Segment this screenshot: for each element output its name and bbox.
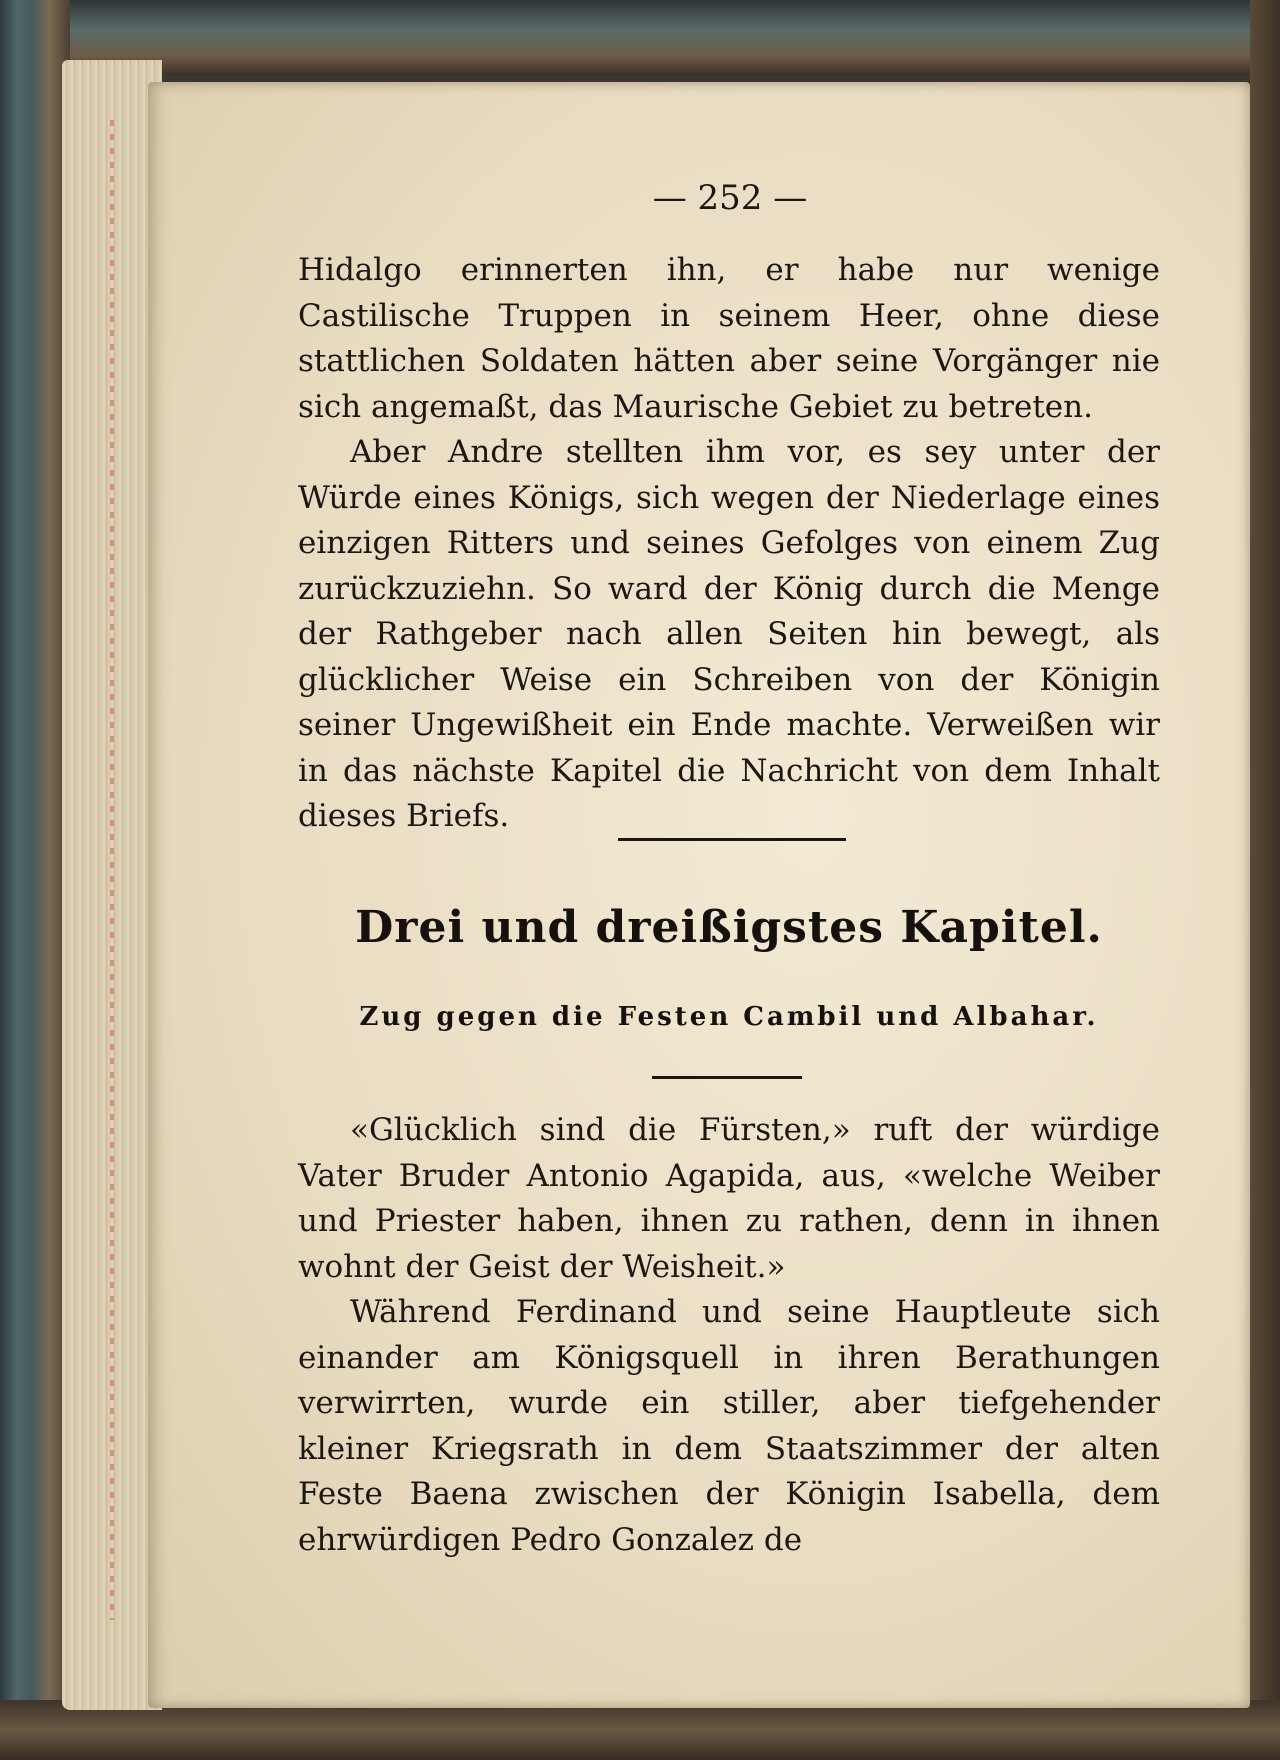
chapter-title: Drei und dreißigstes Kapitel. — [355, 902, 1103, 953]
page-number — [600, 178, 860, 218]
continued-text — [298, 248, 1160, 840]
red-page-edge — [110, 120, 114, 1620]
chapter-text — [298, 1108, 1160, 1563]
paragraph: «Glücklich sind die Fürsten,» ruft der würdige Vater Bruder Antonio Agapida, aus, «welche Weiber und Priester haben, ihnen zu rathen, denn in ihnen wohnt der Geist der Weisheit.» — [298, 1112, 1160, 1285]
subtitle-divider — [652, 1076, 802, 1079]
book-spine-edge — [0, 0, 70, 1760]
paragraph: Während Ferdinand und seine Hauptleute sich einander am Königsquell in ihren Berathungen verwirrten, wurde ein stiller, aber tiefgehender kleiner Kriegsrath in dem Staatszimmer der alten Feste Baena zwischen der Königin Isabella, dem ehrwürdigen Pedro Gonzalez de — [298, 1294, 1160, 1558]
page-number-text: — 252 — — [652, 178, 808, 218]
paragraph: Hidalgo erinnerten ihn, er habe nur wenige Castilische Truppen in seinem Heer, ohne diese stattlichen Soldaten hätten aber seine Vorgänger nie sich angemaßt, das Maurische Gebiet zu betreten. — [298, 252, 1160, 425]
section-divider — [618, 838, 846, 841]
book-cover-bottom-edge — [0, 1700, 1280, 1760]
chapter-subtitle: Zug gegen die Festen Cambil und Albahar. — [359, 1002, 1099, 1032]
paragraph: Aber Andre stellten ihm vor, es sey unter der Würde eines Königs, sich wegen der Niederlage eines einzigen Ritters und seines Gefolges von einem Zug zurückzuziehn. So ward der König durch die Menge der Rathgeber nach allen Seiten hin bewegt, als glücklicher Weise ein Schreiben von der Königin seiner Ungewißheit ein Ende machte. Verweißen wir in das nächste Kapitel die Nachricht von dem Inhalt dieses Briefs. — [298, 434, 1160, 834]
book-cover-top-edge — [0, 0, 1280, 75]
book-cover-right-edge — [1250, 0, 1280, 1760]
